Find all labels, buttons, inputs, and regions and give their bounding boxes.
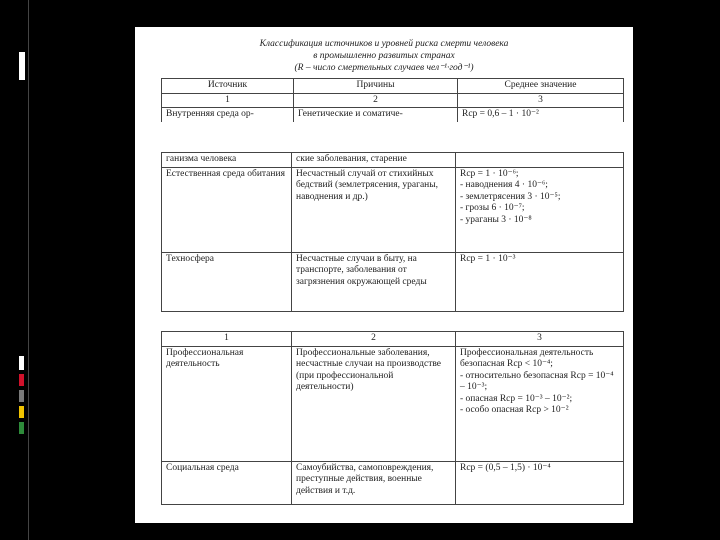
table-number-row: [162, 332, 624, 347]
value-line: безопасная Rср < 10⁻⁴;: [460, 359, 553, 369]
table-header-row: [162, 79, 624, 94]
slide-decor-green-block: [19, 422, 24, 434]
cell-cause: Несчастные случаи в быту, на транспорте, заболевания от загрязнения окружающей среды: [292, 252, 456, 311]
slide-decor-red-block: [19, 374, 24, 386]
slide-decor-yellow-block: [19, 406, 24, 418]
value-line: - опасная Rср = 10⁻³ – 10⁻²;: [460, 393, 573, 404]
value-line: - относительно безопасная Rср = 10⁻⁴ – 10⁻³;: [460, 370, 614, 392]
risk-table-continued: [161, 152, 624, 312]
document-page: [135, 27, 633, 523]
header-source: Источник: [162, 79, 294, 94]
slide-decor-gray-block: [19, 390, 24, 402]
cell-source: Техносфера: [162, 252, 292, 311]
slide-decor-left-bar-bottom: [19, 356, 24, 370]
table-row: [162, 252, 624, 311]
cell-value: [456, 461, 624, 504]
cell-source: Внутренняя среда ор-: [162, 108, 294, 122]
table-row: [162, 167, 624, 252]
cell-cause: Профессиональные заболевания, несчастные случаи на производстве (при профессиональной деятельности): [292, 346, 456, 461]
cell-source: ганизма человека: [162, 153, 292, 168]
cell-source: Естественная среда обитания: [162, 167, 292, 252]
column-number: 1: [162, 93, 294, 108]
risk-table-second-page: [161, 331, 624, 505]
cell-value: [456, 252, 624, 311]
table-row: [162, 153, 624, 168]
cell-source: Социальная среда: [162, 461, 292, 504]
cell-value: Rср = 0,6 – 1 · 10⁻²: [458, 108, 624, 122]
value-line: - грозы 6 · 10⁻⁷;: [460, 203, 525, 213]
cell-cause: Генетические и соматиче-: [294, 108, 458, 122]
cell-source: Профессиональная деятельность: [162, 346, 292, 461]
header-average-value: Среднее значение: [458, 79, 624, 94]
slide-decor-left-line: [28, 0, 29, 540]
table-row: [162, 346, 624, 461]
value-line: Rср = (0,5 – 1,5) · 10⁻⁴: [460, 462, 551, 473]
cell-cause: ские заболевания, старение: [292, 153, 456, 168]
value-line: - особо опасная Rср > 10⁻²: [460, 405, 569, 415]
column-number: 1: [162, 332, 292, 347]
value-line: - ураганы 3 · 10⁻⁸: [460, 214, 532, 225]
table-row: [162, 108, 624, 122]
table-row: [162, 461, 624, 504]
cell-value: [456, 167, 624, 252]
value-line: Rср = 1 · 10⁻³: [460, 253, 516, 264]
column-number: 2: [292, 332, 456, 347]
value-line: - наводнения 4 · 10⁻⁶;: [460, 180, 548, 190]
risk-table-header: [161, 78, 624, 122]
cell-cause: Несчастный случай от стихийных бедствий (землетрясения, ураганы, наводнения и др.): [292, 167, 456, 252]
header-causes: Причины: [294, 79, 458, 94]
cell-value: [456, 346, 624, 461]
cell-cause: Самоубийства, самоповреждения, преступные действия, военные действия и т.д.: [292, 461, 456, 504]
column-number: 3: [458, 93, 624, 108]
table-caption-line-3: (R – число смертельных случаев чел⁻¹·год⁻¹): [294, 63, 474, 73]
column-number: 3: [456, 332, 624, 347]
slide-decor-left-bar-top: [19, 52, 25, 80]
column-number: 2: [294, 93, 458, 108]
value-line: - землетрясения 3 · 10⁻⁵;: [460, 191, 561, 202]
cell-value: [456, 153, 624, 168]
value-line: Профессиональная деятельность: [460, 347, 594, 358]
value-line: Rср = 1 · 10⁻⁶;: [460, 168, 519, 179]
table-number-row: [162, 93, 624, 108]
table-caption-line-1: Классификация источников и уровней риска смерти человека: [259, 39, 509, 49]
table-caption-line-2: в промышленно развитых странах: [313, 51, 455, 61]
